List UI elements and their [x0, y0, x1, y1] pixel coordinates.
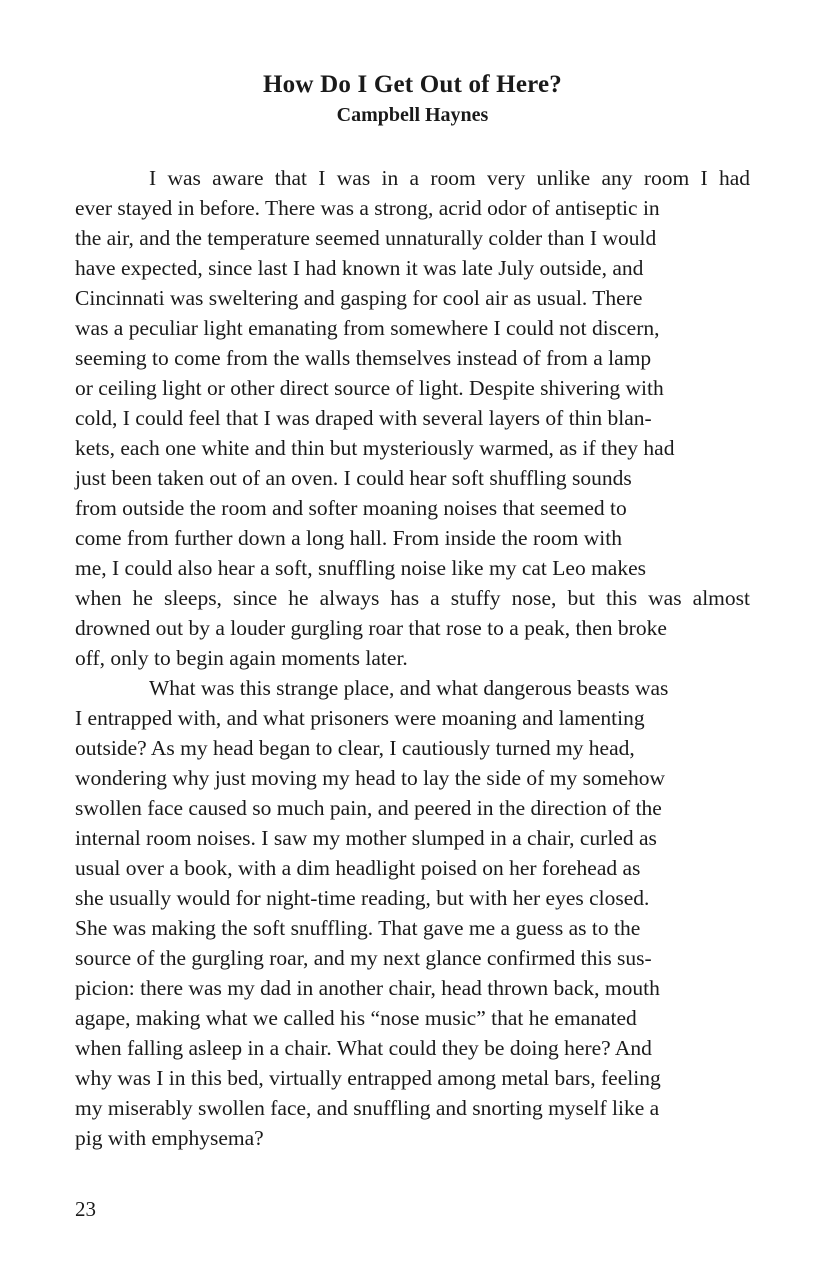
- text-line: swollen face caused so much pain, and peered in the direction of the: [75, 796, 662, 820]
- text-line: Cincinnati was sweltering and gasping for cool air as usual. There: [75, 286, 643, 310]
- text-line: off, only to begin again moments later.: [75, 646, 408, 670]
- text-line: She was making the soft snuffling. That gave me a guess as to the: [75, 916, 641, 940]
- paragraph-2: [75, 673, 750, 1153]
- text-line: have expected, since last I had known it was late July outside, and: [75, 256, 644, 280]
- paragraph-1: [75, 163, 750, 673]
- text-line: I entrapped with, and what prisoners were moaning and lamenting: [75, 706, 645, 730]
- text-line: source of the gurgling roar, and my next glance confirmed this sus-: [75, 946, 652, 970]
- text-line: usual over a book, with a dim headlight poised on her forehead as: [75, 856, 641, 880]
- text-line: picion: there was my dad in another chair, head thrown back, mouth: [75, 976, 660, 1000]
- text-line: pig with emphysema?: [75, 1126, 264, 1150]
- text-line: agape, making what we called his “nose music” that he emanated: [75, 1006, 637, 1030]
- text-line: from outside the room and softer moaning noises that seemed to: [75, 496, 627, 520]
- text-line: What was this strange place, and what dangerous beasts was: [149, 676, 669, 700]
- text-line: outside? As my head began to clear, I cautiously turned my head,: [75, 736, 635, 760]
- text-line: was a peculiar light emanating from somewhere I could not discern,: [75, 316, 660, 340]
- story-body: [75, 163, 750, 1153]
- author-name: Campbell Haynes: [336, 104, 489, 126]
- text-line: cold, I could feel that I was draped with several layers of thin blan-: [75, 406, 652, 430]
- text-line: when falling asleep in a chair. What could they be doing here? And: [75, 1036, 652, 1060]
- story-title: How Do I Get Out of Here?: [263, 71, 562, 98]
- text-line: ever stayed in before. There was a strong, acrid odor of antiseptic in: [75, 196, 660, 220]
- page-number: 23: [75, 1197, 96, 1221]
- text-line: me, I could also hear a soft, snuffling noise like my cat Leo makes: [75, 556, 646, 580]
- text-line: wondering why just moving my head to lay the side of my somehow: [75, 766, 665, 790]
- text-line: I was aware that I was in a room very unlike any room I had: [149, 166, 750, 190]
- text-line: or ceiling light or other direct source of light. Despite shivering with: [75, 376, 664, 400]
- text-line: my miserably swollen face, and snuffling and snorting myself like a: [75, 1096, 660, 1120]
- text-line: the air, and the temperature seemed unnaturally colder than I would: [75, 226, 657, 250]
- text-line: internal room noises. I saw my mother slumped in a chair, curled as: [75, 826, 657, 850]
- text-line: why was I in this bed, virtually entrapped among metal bars, feeling: [75, 1066, 661, 1090]
- text-line: just been taken out of an oven. I could hear soft shuffling sounds: [75, 466, 632, 490]
- text-line: seeming to come from the walls themselves instead of from a lamp: [75, 346, 652, 370]
- text-line: she usually would for night-time reading, but with her eyes closed.: [75, 886, 650, 910]
- text-line: drowned out by a louder gurgling roar that rose to a peak, then broke: [75, 616, 667, 640]
- text-line: when he sleeps, since he always has a stuffy nose, but this was almost: [75, 586, 750, 610]
- text-line: kets, each one white and thin but mysteriously warmed, as if they had: [75, 436, 675, 460]
- text-line: come from further down a long hall. From inside the room with: [75, 526, 622, 550]
